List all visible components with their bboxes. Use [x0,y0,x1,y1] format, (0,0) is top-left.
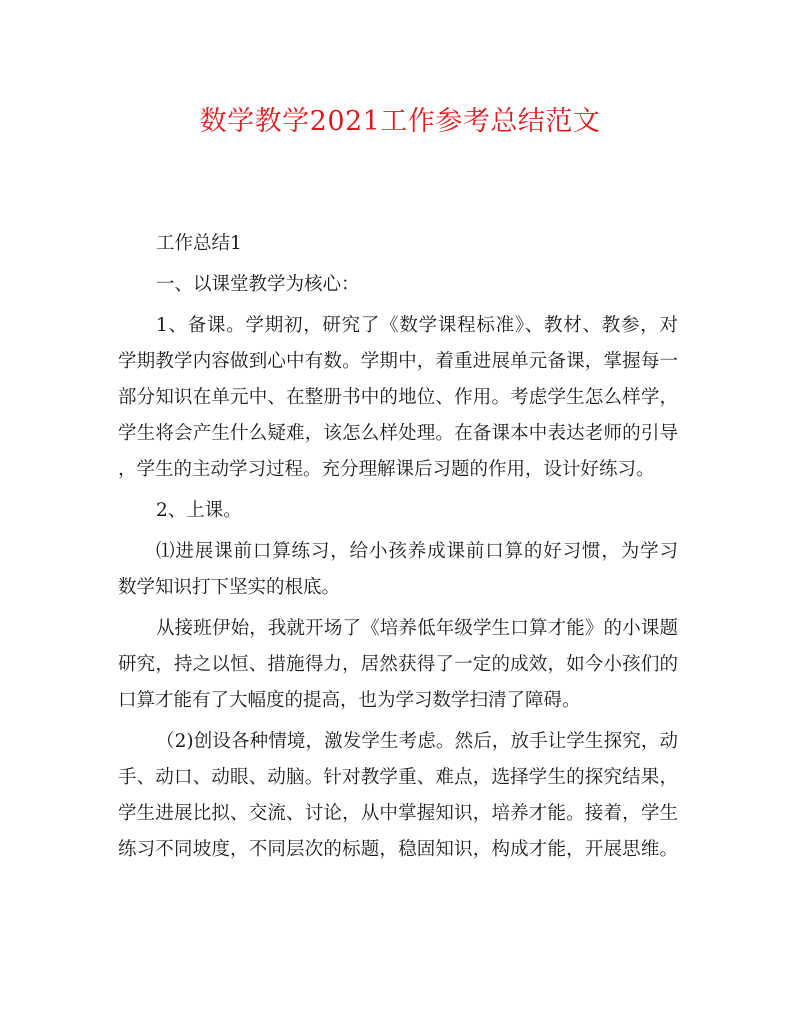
paragraph-line: 研究，持之以恒、措施得力，居然获得了一定的成效，如今小孩们的 [118,654,678,675]
paragraph-line: 从接班伊始，我就开场了《培养低年级学生口算才能》的小课题 [156,618,678,639]
paragraph-line: ，学生的主动学习过程。充分理解课后习题的作用，设计好练习。 [118,459,655,480]
paragraph-line: 部分知识在单元中、在整册书中的地位、作用。考虑学生怎么样学， [118,387,678,408]
section-heading-class: 2、上课。 [156,500,242,521]
paragraph-line: 手、动口、动眼、动脑。针对教学重、难点，选择学生的探究结果， [118,767,678,788]
paragraph-research [118,611,678,719]
paragraph-line: 学期教学内容做到心中有数。学期中，着重进展单元备课，掌握每一 [118,351,678,372]
summary-heading: 工作总结1 [156,233,242,254]
paragraph-line: 口算才能有了大幅度的提高，也为学习数学扫清了障碍。 [118,690,581,711]
paragraph-line: ⑴进展课前口算练习，给小孩养成课前口算的好习惯，为学习 [156,541,678,562]
document-title: 数学教学2021工作参考总结范文 [199,106,601,137]
paragraph-situations [118,724,678,868]
paragraph-line: （2)创设各种情境，激发学生考虑。然后，放手让学生探究，动 [156,731,678,752]
paragraph-line: 数学知识打下坚实的根底。 [118,577,341,598]
paragraph-line: 练习不同坡度，不同层次的标题，稳固知识，构成才能，开展思维。 [118,839,678,860]
paragraph-oral-practice [118,534,678,606]
document-body [118,226,678,868]
section-heading-classroom: 一、以课堂教学为核心： [156,274,360,295]
paragraph-line: 1、备课。学期初，研究了《数学课程标准》、教材、教参，对 [156,315,678,336]
paragraph-lesson-prep [118,308,678,488]
paragraph-line: 学生进展比拟、交流、讨论，从中掌握知识，培养才能。接着，学生 [118,803,678,824]
paragraph-line: 学生将会产生什么疑难，该怎么样处理。在备课本中表达老师的引导 [118,423,678,444]
